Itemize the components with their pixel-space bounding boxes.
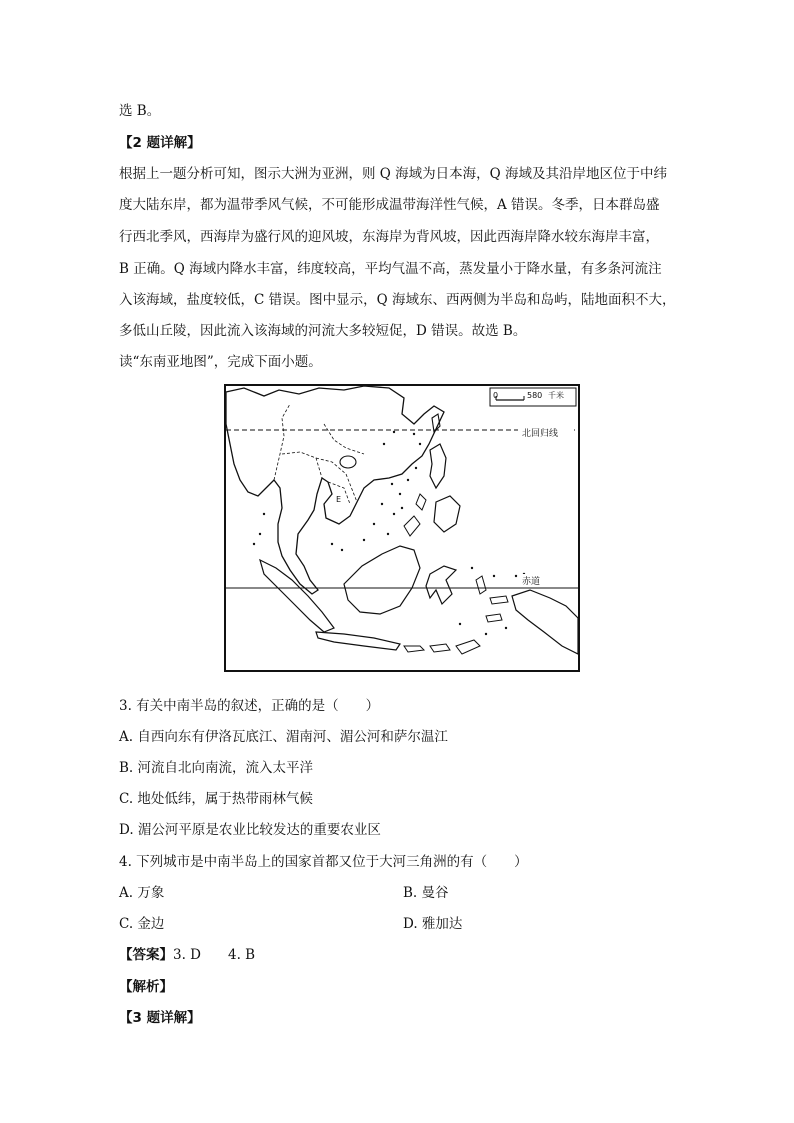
q3-option-c: C. 地处低纬，属于热带雨林气候 [119, 791, 313, 807]
paragraph-line-2: 度大陆东岸，都为温带季风气候，不可能形成温带海洋性气候，A 错误。冬季，日本群岛盛 [119, 197, 660, 213]
map-intro: 读“东南亚地图”，完成下面小题。 [119, 354, 322, 370]
paragraph-line-1: 根据上一题分析可知，图示大洲为亚洲，则 Q 海域为日本海，Q 海域及其沿岸地区位于中纬 [119, 166, 668, 182]
q3-option-d: D. 湄公河平原是农业比较发达的重要农业区 [119, 822, 381, 838]
analysis-heading: 【解析】 [119, 979, 173, 995]
q3-detail-heading: 【3 题详解】 [119, 1010, 201, 1026]
answer-label: 【答案】 [119, 947, 173, 963]
point-e-label: E [336, 495, 342, 504]
q4-option-a: A. 万象 [119, 885, 165, 901]
southeast-asia-map [224, 384, 580, 672]
q4-option-c: C. 金边 [119, 916, 165, 932]
q3-option-a: A. 自西向东有伊洛瓦底江、湄南河、湄公河和萨尔温江 [119, 729, 448, 745]
q4-stem: 4. 下列城市是中南半岛上的国家首都又位于大河三角洲的有（ ） [119, 854, 528, 870]
q3-stem: 3. 有关中南半岛的叙述，正确的是（ ） [119, 698, 380, 714]
paragraph-line-3: 行西北季风，西海岸为盛行风的迎风坡，东海岸为背风坡，因此西海岸降水较东海岸丰富， [119, 229, 659, 245]
scale-value: 580 [527, 391, 543, 400]
answer-line [119, 945, 255, 965]
q4-option-b: B. 曼谷 [403, 885, 449, 901]
section-heading-q2-detail: 【2 题详解】 [119, 135, 201, 151]
scale-zero: 0 [493, 391, 499, 400]
line-choose-b: 选 B。 [119, 103, 161, 119]
scale-unit: 千米 [548, 391, 564, 400]
q3-option-b: B. 河流自北向南流，流入太平洋 [119, 760, 314, 776]
equator-label: 赤道 [522, 577, 541, 587]
q4-option-d: D. 雅加达 [403, 916, 463, 932]
paragraph-line-4: B 正确。Q 海域内降水丰富，纬度较高，平均气温不高，蒸发量小于降水量，有多条河流注 [119, 261, 662, 277]
answer-text: 3. D 4. B [173, 947, 256, 963]
tropic-label: 北回归线 [522, 429, 559, 439]
paragraph-line-6: 多低山丘陵，因此流入该海域的河流大多较短促，D 错误。故选 B。 [119, 323, 527, 339]
paragraph-line-5: 入该海域，盐度较低，C 错误。图中显示，Q 海域东、西两侧为半岛和岛屿，陆地面积不大， [119, 292, 676, 308]
